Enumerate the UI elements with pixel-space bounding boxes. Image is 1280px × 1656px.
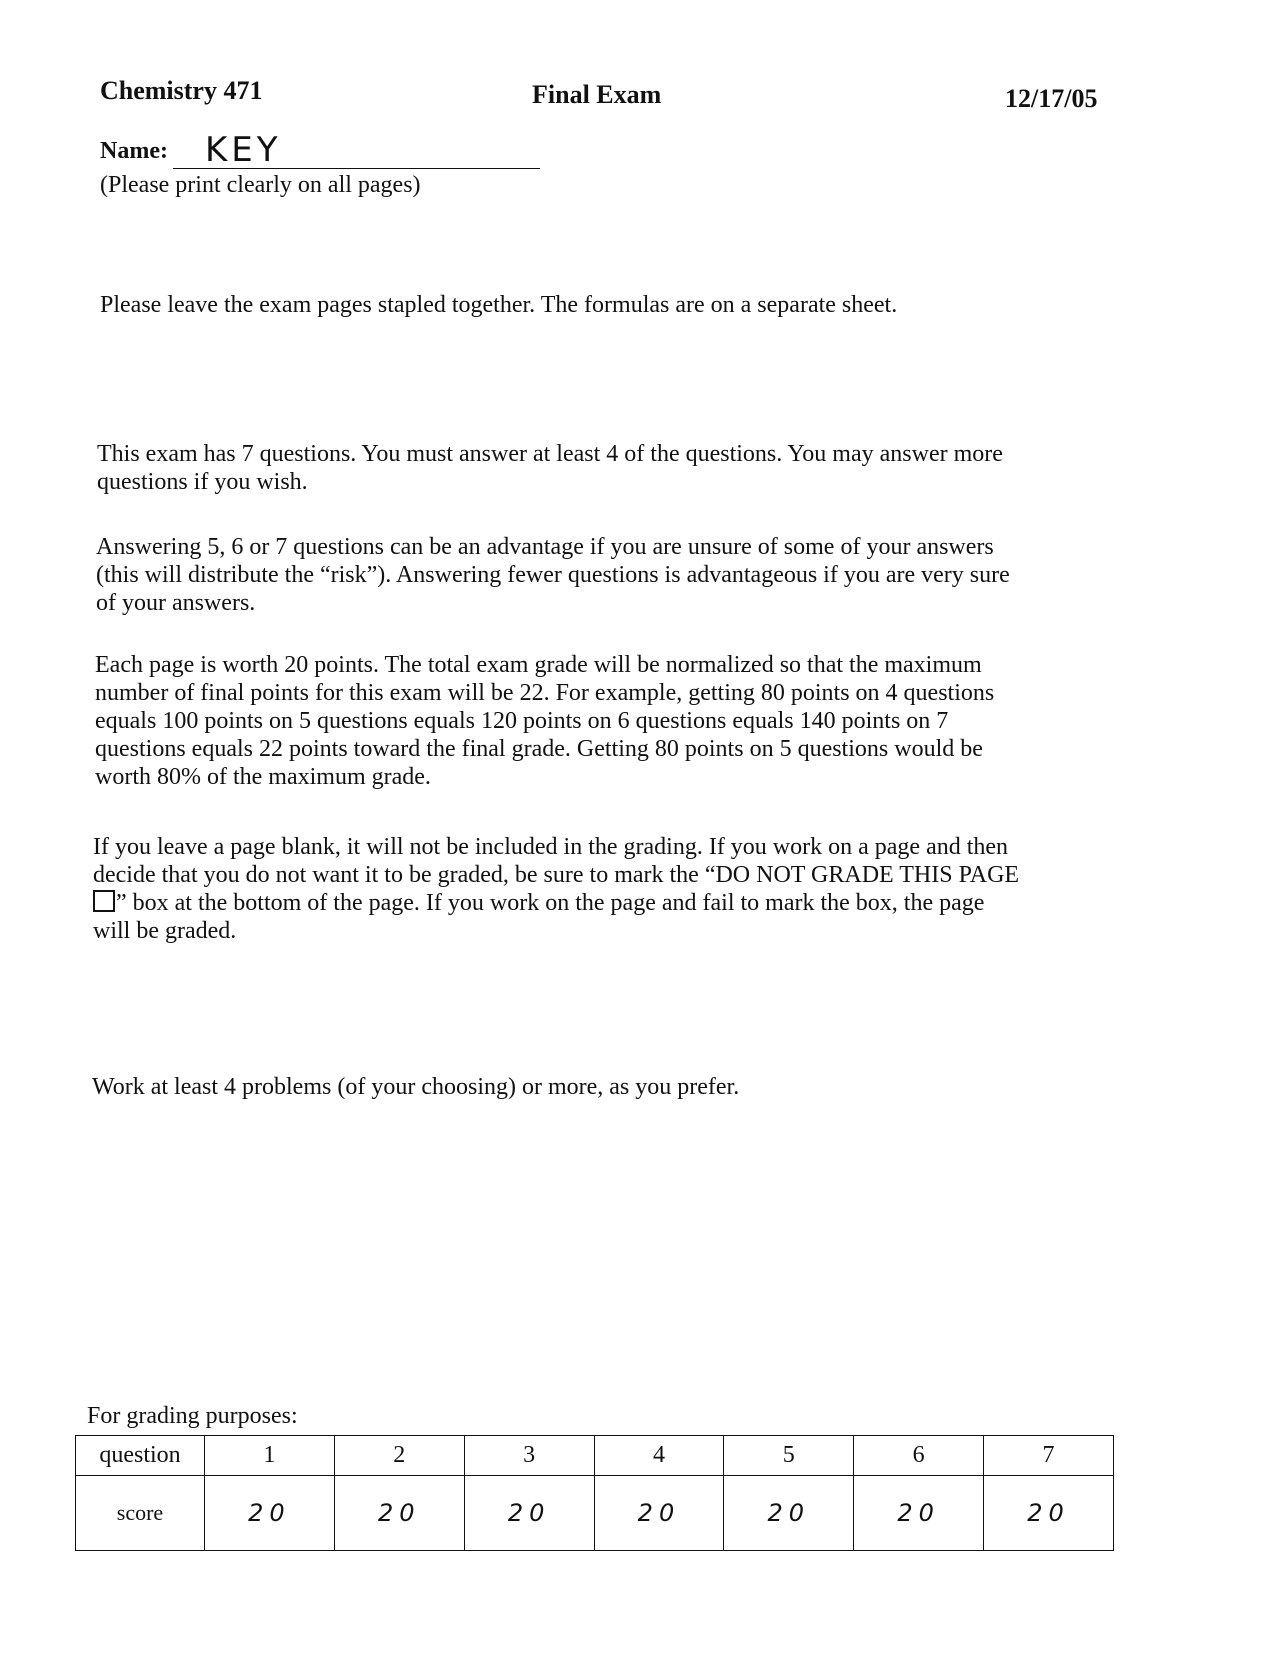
paragraph-line: decide that you do not want it to be graded, be sure to mark the “DO NOT GRADE THIS PAGE: [93, 862, 1020, 888]
instruction-paragraph-3: [95, 651, 1105, 791]
question-row: [76, 1436, 1114, 1476]
grading-table: [75, 1435, 1114, 1551]
checkbox-icon: [93, 890, 115, 912]
score-cell[interactable]: 20: [854, 1476, 984, 1551]
paragraph-line: Each page is worth 20 points. The total exam grade will be normalized so that the maximum: [95, 652, 982, 678]
paragraph-line: [93, 889, 1103, 917]
question-number: 1: [205, 1436, 335, 1476]
paragraph-line: worth 80% of the maximum grade.: [95, 764, 431, 790]
question-number: 7: [984, 1436, 1114, 1476]
paragraph-line: of your answers.: [96, 590, 256, 616]
instruction-paragraph-4: [93, 833, 1103, 945]
stapled-instruction: Please leave the exam pages stapled together. The formulas are on a separate sheet.: [100, 292, 898, 318]
paragraph-line: This exam has 7 questions. You must answer at least 4 of the questions. You may answer more: [97, 441, 1003, 467]
score-cell[interactable]: 20: [205, 1476, 335, 1551]
score-row-label: score: [76, 1476, 205, 1551]
paragraph-line: If you leave a page blank, it will not be included in the grading. If you work on a page and then: [93, 834, 1009, 860]
score-cell[interactable]: 20: [334, 1476, 464, 1551]
question-number: 5: [724, 1436, 854, 1476]
paragraph-line: Answering 5, 6 or 7 questions can be an advantage if you are unsure of some of your answers: [96, 534, 994, 560]
paragraph-line: questions equals 22 points toward the final grade. Getting 80 points on 5 questions would be: [95, 736, 983, 762]
instruction-paragraph-1: [97, 440, 1107, 496]
question-number: 3: [464, 1436, 594, 1476]
score-cell[interactable]: 20: [984, 1476, 1114, 1551]
score-row: [76, 1476, 1114, 1551]
question-number: 2: [334, 1436, 464, 1476]
print-note: (Please print clearly on all pages): [100, 172, 421, 198]
exam-date: 12/17/05: [1005, 84, 1098, 113]
question-number: 4: [594, 1436, 724, 1476]
paragraph-line: number of final points for this exam will be 22. For example, getting 80 points on 4 questions: [95, 680, 995, 706]
score-cell[interactable]: 20: [724, 1476, 854, 1551]
work-note: Work at least 4 problems (of your choosing) or more, as you prefer.: [92, 1074, 740, 1100]
name-underline: [173, 168, 540, 169]
score-cell[interactable]: 20: [464, 1476, 594, 1551]
question-row-label: question: [76, 1436, 205, 1476]
name-label: Name:: [100, 138, 168, 164]
score-cell[interactable]: 20: [594, 1476, 724, 1551]
question-number: 6: [854, 1436, 984, 1476]
instruction-paragraph-2: [96, 533, 1106, 617]
exam-title: Final Exam: [532, 80, 662, 109]
course-title: Chemistry 471: [100, 76, 263, 105]
grading-label: For grading purposes:: [87, 1403, 298, 1429]
paragraph-line-text: ” box at the bottom of the page. If you work on the page and fail to mark the box, the page: [116, 890, 985, 916]
name-value[interactable]: KEY: [205, 130, 282, 170]
paragraph-line: will be graded.: [93, 918, 237, 944]
paragraph-line: equals 100 points on 5 questions equals 120 points on 6 questions equals 140 points on 7: [95, 708, 949, 734]
paragraph-line: (this will distribute the “risk”). Answering fewer questions is advantageous if you are very sure: [96, 562, 1010, 588]
paragraph-line: questions if you wish.: [97, 469, 308, 495]
